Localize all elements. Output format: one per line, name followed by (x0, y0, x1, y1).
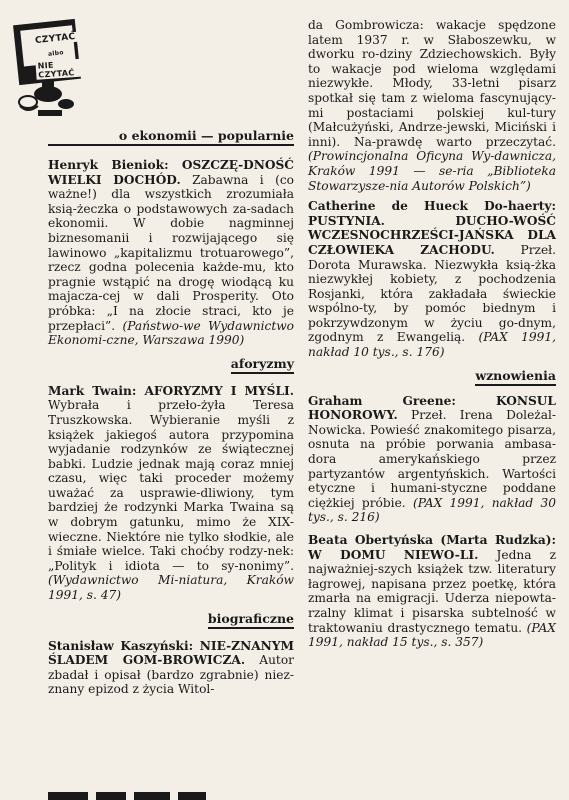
section-heading-economics: o ekonomii — popularnie (48, 128, 294, 148)
review-greene (308, 394, 556, 525)
review-title: PUSTYNIA. DUCHO-WOŚĆ WCZESNOCHRZEŚCI-JAŃSKA DLA CZŁOWIEKA ZACHODU. (308, 213, 556, 257)
review-title: OSZCZĘ-DNOŚĆ WIELKI DOCHÓD. (48, 158, 294, 187)
logo-text-read: CZYTAĆ (34, 31, 76, 47)
left-column (48, 128, 294, 697)
review-doherty (308, 199, 556, 360)
review-author: Graham Greene: (308, 393, 456, 408)
section-heading-aphorisms: aforyzmy (48, 356, 294, 376)
right-column (308, 18, 556, 650)
review-author: Beata Obertyńska (Marta Rudzka): (308, 533, 556, 547)
review-kaszynski-continued (308, 18, 556, 193)
review-author: Stanisław Kaszyński: (48, 638, 194, 653)
review-publisher: (PAX 1991, nakład 30 tys., s. 216) (308, 495, 556, 525)
logo-text-not-read: NIE CZYTAĆ (35, 58, 88, 80)
review-publisher: (PAX 1991, nakład 15 tys., s. 357) (308, 620, 556, 650)
review-title: NIE-ZNANYM ŚLADEM GOM-BROWICZA. (48, 638, 295, 668)
logo-text-or: albo (47, 49, 65, 58)
review-kaszynski (48, 639, 294, 697)
review-body: Przeł. Irena Doleżal-Nowicka. Powieść znakomitego pisarza, osnuta na próbie porwania ambasa-dora amerykańskiego przez partyzantów argentyńskich. Wartości etyczne i humani-styczne poddane ciężkiej próbie. (308, 408, 556, 510)
review-publisher: (PAX 1991, nakład 10 tys., s. 176) (308, 330, 557, 360)
section-heading-reissues: wznowienia (308, 368, 556, 388)
section-heading-biographical: biograficzne (48, 611, 294, 631)
review-author: Catherine de Hueck Do-haerty: (308, 199, 556, 214)
review-publisher: (Wydawnictwo Mi-niatura, Kraków 1991, s. 47) (48, 573, 294, 603)
review-body: Zabawna i (co ważne!) dla wszystkich zrozumiała ksią-żeczka o podstawowych za-sadach ekonomii. W dobie nagminnej biznesomanii i rozwijającego się lawinowo „kapitalizmu trotuarowego”, rzecz godna polecenia każde-mu, kto pragnie wstąpić na drogę wiodącą ku majacza-cej w dali Prosperity. Oto próbka: „I na złocie straci, kto je przepłaci”. (48, 172, 294, 333)
review-body: Jedna z najważniej-szych książek tzw. literatury łagrowej, napisana przez poetkę, która zmarła na emigracji. Uderza niepowta-rzalny klimat i pisarska subtelność w traktowaniu drastycznego tematu. (308, 547, 556, 635)
review-author: Mark Twain: (48, 383, 137, 398)
review-title: KONSUL HONOROWY. (308, 393, 556, 423)
review-body: Wybrała i przeło-żyła Teresa Truszkowska. Wybieranie myśli z książek jakiegoś autora przypomina wyjadanie rodzynków ze świątecznej babki. Ludzie jednak mają coraz mniej czasu, więc taki proceder możemy uważać za usprawie-dliwiony, tym bardziej że rodzynki Marka Twaina są w dobrym gatunku, mimo że XIX-wieczne. Niektóre nie tylko słodkie, ale i śmiałe wielce. Taki choćby rodzy-nek: „Polityk i idiota — to sy-nonimy”. (48, 398, 294, 573)
review-publisher: (Państwo-we Wydawnictwo Ekonomi-czne, Warszawa 1990) (48, 318, 295, 348)
column-logo (8, 10, 88, 120)
review-body: da Gombrowicza: wakacje spędzone latem 1937 r. w Słaboszewku, w dworku ro-dziny Zdziechowskich. Były to wakacje pod wieloma względami niezwykłe. Młody, 33-letni pisarz spotkał się tam z wieloma fascynujący-mi postaciami polskiej kul-tury (Małcużyński, Andrze-jewski, Miciński i inni). Na-prawdę warto przeczytać. (308, 18, 556, 149)
review-title: W DOMU NIEWO-LI. (308, 547, 479, 562)
review-body: Przeł. Dorota Murawska. Niezwykła ksią-żka niezwykłej kobiety, z pochodzenia Rosjanki, która zakładała świeckie wspólno-ty, by pomóc biednym i pokrzywdzonym w życiu go-dnym, zgodnym z Ewangelią. (308, 242, 556, 345)
review-twain (48, 384, 294, 603)
review-obertynska (308, 533, 556, 650)
review-author: Henryk Bieniok: (48, 158, 169, 172)
review-title: AFORYZMY I MYŚLI. (136, 383, 294, 398)
review-bieniok (48, 158, 294, 348)
next-page-heading-fragment (0, 790, 569, 800)
review-body: Autor zbadał i opisał (bardzo zgrabnie) niez-znany epizod z życia Witol- (48, 653, 294, 697)
review-publisher: (Prowincjonalna Oficyna Wy-dawnicza, Kraków 1991 — se-ria „Biblioteka Stowarzysze-nia Autorów Polskich”) (308, 149, 556, 193)
